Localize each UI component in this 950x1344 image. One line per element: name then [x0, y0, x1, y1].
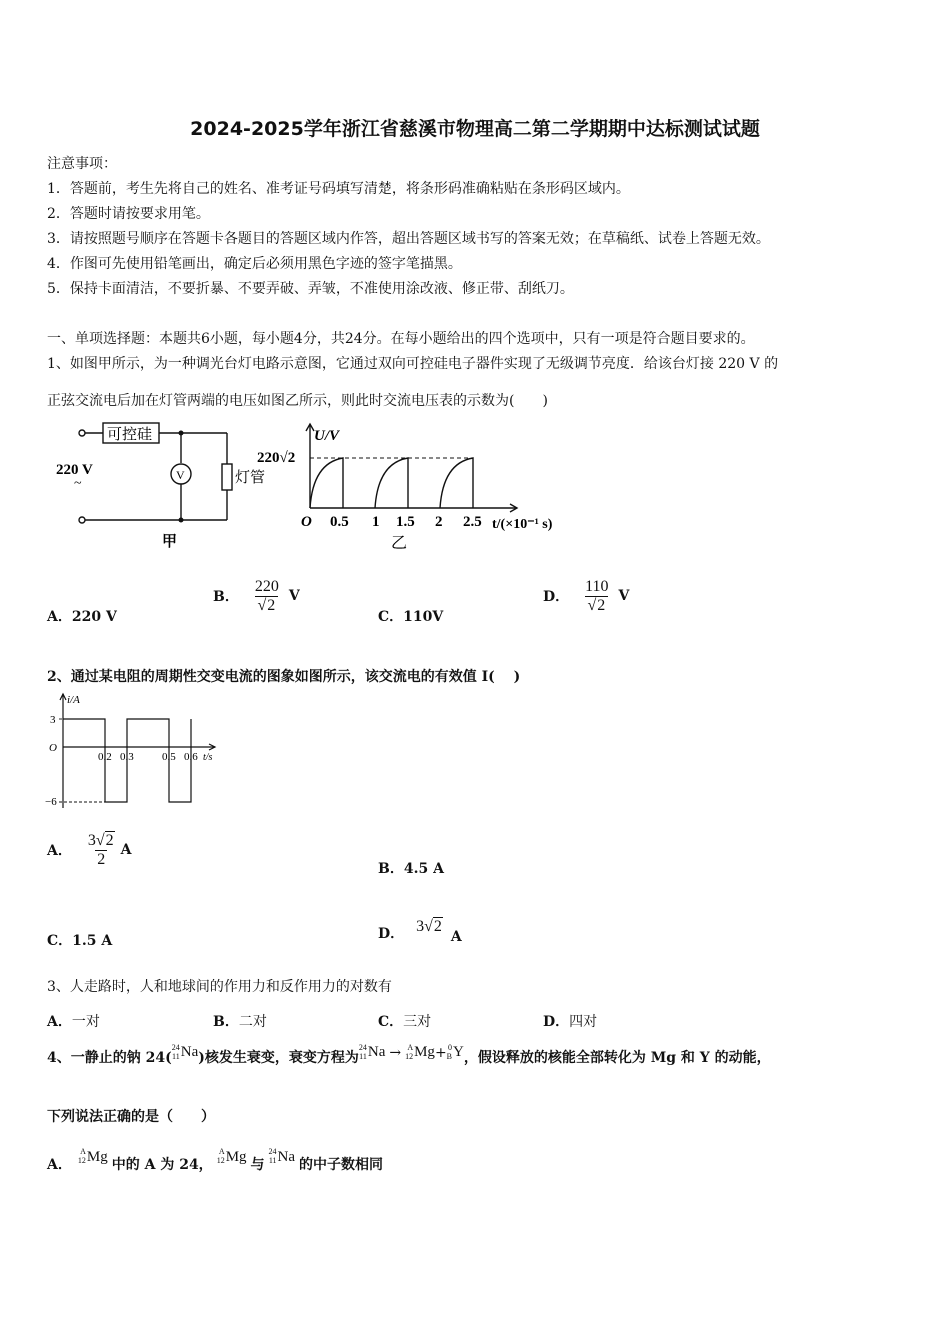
option-text: 四对: [569, 1014, 598, 1030]
tick-label: 0.3: [120, 751, 134, 763]
question-1-stem-cont: 正弦交流电后加在灯管两端的电压如图乙所示，则此时交流电压表的示数为( ): [47, 393, 548, 409]
tick-label: 0.2: [98, 751, 112, 763]
q1-option-c[interactable]: [378, 606, 443, 626]
plus-sign: +: [434, 1044, 447, 1061]
element-symbol: Na: [277, 1148, 296, 1165]
option-letter: B．: [378, 861, 404, 877]
tick-label: 2.5: [463, 514, 482, 530]
q2-option-b[interactable]: [378, 858, 444, 878]
question-4-stem-cont: 下列说法正确的是（ ）: [47, 1109, 215, 1125]
scr-label: 可控硅: [107, 427, 153, 443]
tick-label: 2: [435, 514, 443, 530]
current-graph: [45, 690, 225, 815]
fraction-numerator: 220: [254, 578, 279, 595]
nuclide-na: [359, 1044, 386, 1062]
notice-item: 1．答题前，考生先将自己的姓名、准考证号码填写清楚，将条形码准确粘贴在条形码区域内。: [47, 181, 630, 197]
tick-label: 0.5: [162, 751, 176, 763]
option-unit: A: [120, 842, 132, 859]
q3-option-b[interactable]: [213, 1011, 267, 1031]
pos-value-label: 3: [50, 714, 56, 726]
question-3-stem: 3、人走路时，人和地球间的作用力和反作用力的对数有: [47, 979, 392, 995]
option-letter: C．: [378, 1014, 404, 1030]
atomic-number: 11: [172, 1051, 180, 1061]
voltage-graph: [255, 418, 575, 558]
option-text: 4.5 A: [403, 861, 444, 877]
option-text: 220 V: [71, 609, 117, 625]
notice-item: 4．作图可先使用铅笔画出，确定后必须用黑色字迹的签字笔描黑。: [47, 256, 462, 272]
element-symbol: Mg: [225, 1148, 247, 1165]
atomic-number: B: [446, 1051, 453, 1061]
option-letter: C．: [378, 609, 404, 625]
notice-item: 2．答题时请按要求用笔。: [47, 206, 210, 222]
element-symbol: Na: [367, 1044, 386, 1061]
mass-number: A: [80, 1147, 86, 1157]
q4-option-a[interactable]: [47, 1140, 383, 1174]
nuclide-mg: [78, 1148, 108, 1166]
question-4-stem: [47, 1044, 771, 1070]
option-text: 中的 A 为 24，: [111, 1157, 213, 1173]
origin-label: O: [301, 514, 312, 530]
notice-item: 5．保持卡面清洁，不要折暴、不要弄破、弄皱，不准使用涂改液、修正带、刮纸刀。: [47, 281, 574, 297]
option-text: 二对: [238, 1014, 267, 1030]
y-axis-label: i/A: [67, 694, 80, 706]
q3-option-c[interactable]: [378, 1011, 431, 1031]
q1-option-a[interactable]: [47, 606, 117, 626]
option-unit: V: [618, 588, 630, 605]
option-text: 1.5 A: [72, 933, 113, 949]
fraction: $\frac{220}{√2}$: [254, 578, 279, 614]
option-text: 110V: [403, 609, 444, 625]
origin-label: O: [49, 742, 57, 754]
q2-option-a[interactable]: [47, 832, 132, 868]
ac-source-icon: ~: [74, 476, 82, 491]
q2-option-d[interactable]: [378, 918, 462, 948]
mass-number: A: [407, 1043, 414, 1052]
q3-option-a[interactable]: [47, 1011, 100, 1031]
element-symbol: Mg: [414, 1044, 435, 1061]
option-unit: V: [288, 588, 300, 605]
mass-number: 24: [171, 1043, 180, 1052]
mass-number: 0: [448, 1043, 453, 1052]
stem-text: 4、一静止的钠 24(: [47, 1049, 172, 1066]
mass-number: 24: [268, 1147, 277, 1157]
element-symbol: Mg: [86, 1148, 108, 1165]
option-unit: A: [450, 929, 462, 945]
stem-text: )核发生衰变，衰变方程为: [198, 1049, 359, 1066]
stem-text: ，假设释放的核能全部转化为 Mg 和 Y 的动能，: [463, 1049, 771, 1066]
neg-value-label: −6: [45, 796, 57, 808]
option-letter: D．: [543, 589, 570, 606]
option-letter: A．: [47, 1157, 72, 1173]
option-letter: C．: [47, 933, 73, 949]
notice-header: 注意事项：: [47, 156, 117, 172]
coefficient: 3: [416, 918, 425, 935]
nuclide-y: [447, 1044, 464, 1062]
nuclide-na: [172, 1044, 199, 1062]
mass-number: 24: [358, 1043, 367, 1052]
decay-equation: [359, 1044, 464, 1062]
peak-label: 220√2: [257, 450, 296, 466]
element-symbol: Y: [453, 1044, 464, 1061]
atomic-number: 12: [405, 1051, 414, 1061]
tick-label: 1.5: [396, 514, 415, 530]
figure-caption-jia: 甲: [162, 534, 178, 550]
tick-label: 0.5: [330, 514, 349, 530]
nuclide-na: [269, 1148, 296, 1166]
question-2-stem: 2、通过某电阻的周期性交变电流的图象如图所示，该交流电的有效值 I( ): [47, 669, 521, 685]
source-label: 220 V: [56, 462, 93, 478]
fraction: $\frac{110}{√2}$: [585, 578, 609, 614]
option-letter: B．: [213, 1014, 239, 1030]
option-text: 的中子数相同: [299, 1157, 384, 1173]
lamp-label: 灯管: [235, 470, 266, 486]
q1-option-b[interactable]: [213, 578, 300, 614]
radicand: 2: [433, 918, 442, 935]
sqrt-expression: 3√2: [416, 918, 442, 935]
x-axis-label: t/s: [203, 752, 213, 763]
fraction-numerator-radicand: 2: [105, 832, 114, 849]
question-1-stem: 1、如图甲所示，为一种调光台灯电路示意图，它通过双向可控硅电子器件实现了无级调节亮度．给该台灯接 220 V 的: [47, 356, 779, 372]
element-symbol: Na: [180, 1044, 199, 1061]
tick-label: 0.6: [184, 751, 198, 763]
x-axis-label: t/(×10⁻¹ s): [492, 517, 553, 532]
figure-caption-yi: 乙: [391, 535, 408, 552]
tick-label: 1: [372, 514, 380, 530]
fraction-numerator: 110: [585, 578, 609, 595]
option-letter: A．: [47, 843, 72, 860]
circuit-diagram: [50, 418, 290, 558]
option-letter: A．: [47, 1014, 72, 1030]
mass-number: A: [218, 1147, 225, 1157]
fraction-denominator: 2: [97, 850, 106, 868]
y-axis-label: U/V: [314, 428, 340, 444]
fraction-denominator: 2: [597, 596, 606, 614]
q2-option-c[interactable]: [47, 930, 112, 950]
atomic-number: 12: [77, 1156, 86, 1165]
fraction: $\frac{3√2}{2}$: [87, 832, 114, 868]
arrow-icon: →: [389, 1044, 402, 1061]
q1-option-d[interactable]: [543, 578, 629, 614]
option-letter: D．: [378, 926, 405, 942]
section-header: 一、单项选择题：本题共6小题，每小题4分，共24分。在每小题给出的四个选项中，只有一项是符合题目要求的。: [47, 331, 755, 347]
q3-option-d[interactable]: [543, 1011, 597, 1031]
option-letter: D．: [543, 1014, 570, 1030]
voltmeter-icon: V: [176, 468, 185, 482]
notice-item: 3．请按照题号顺序在答题卡各题目的答题区域内作答，超出答题区域书写的答案无效；在草稿纸、试卷上答题无效。: [47, 231, 770, 247]
fraction-numerator: 3: [87, 832, 96, 849]
page-title: 2024-2025学年浙江省慈溪市物理高二第二学期期中达标测试试题: [190, 118, 760, 140]
option-letter: A．: [47, 609, 72, 625]
atomic-number: 12: [216, 1156, 225, 1165]
atomic-number: 11: [359, 1051, 367, 1061]
nuclide-mg: [405, 1044, 435, 1062]
option-text: 与: [250, 1157, 265, 1173]
option-text: 一对: [71, 1014, 100, 1030]
option-letter: B．: [213, 589, 239, 606]
nuclide-mg: [217, 1148, 247, 1166]
atomic-number: 11: [268, 1156, 277, 1165]
option-text: 三对: [403, 1014, 432, 1030]
fraction-denominator: 2: [267, 596, 276, 614]
